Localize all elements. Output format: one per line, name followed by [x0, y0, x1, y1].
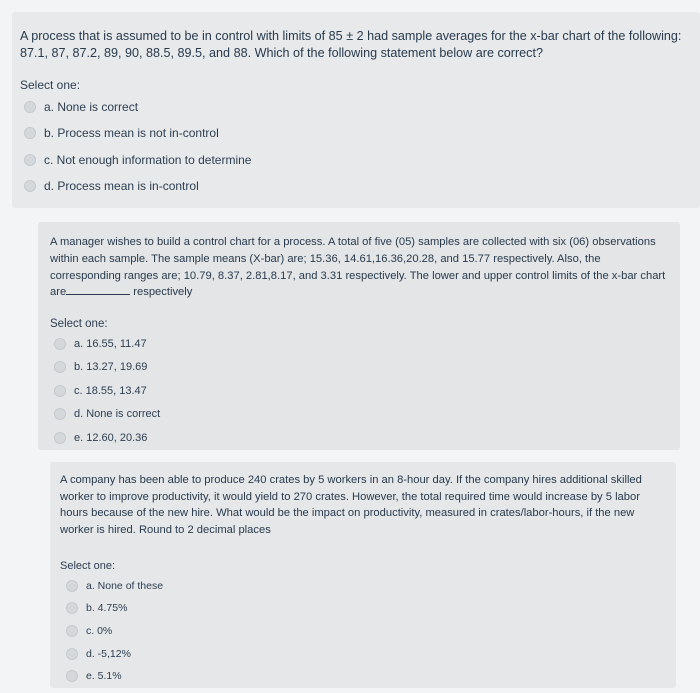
option-e[interactable]	[66, 670, 122, 682]
radio-button[interactable]	[66, 670, 78, 682]
radio-button[interactable]	[24, 180, 36, 192]
radio-button[interactable]	[54, 385, 66, 397]
radio-button[interactable]	[54, 338, 66, 350]
question-text-part: A manager wishes to build a control chart for a process. A total of five (05) samples are collected with six (06) observations within each sample. The sample means (X-bar) are; 15.36, 14.61,16.36,20.28, and 15.77 respectively. Also, the corresponding ranges are; 10.79, 8.37, 2.81,8.17, and 3.31 respectively. The lower and upper control limits of the x-bar chart are	[50, 236, 666, 299]
option-e[interactable]	[54, 432, 147, 444]
option-label: a. 16.55, 11.47	[74, 338, 147, 350]
question-card-3	[50, 462, 676, 688]
radio-button[interactable]	[24, 101, 36, 113]
radio-button[interactable]	[54, 361, 66, 373]
select-one-label: Select one:	[20, 78, 81, 92]
option-label: e. 5.1%	[86, 670, 122, 682]
option-label: c. Not enough information to determine	[44, 153, 252, 167]
option-label: a. None of these	[86, 580, 164, 592]
question-text-part: respectively	[133, 286, 193, 299]
option-label: b. Process mean is not in-control	[44, 126, 219, 140]
answer-blank	[66, 284, 130, 295]
question-text	[50, 234, 666, 301]
select-one-label: Select one:	[50, 318, 108, 330]
option-d[interactable]	[24, 179, 199, 193]
option-c[interactable]	[24, 153, 251, 167]
option-label: d. -5,12%	[86, 648, 131, 660]
option-a[interactable]	[24, 100, 138, 114]
question-text: A process that is assumed to be in control with limits of 85 ± 2 had sample averages for the x-bar chart of the following: 87.1, 87, 87.2, 89, 90, 88.5, 89.5, and 88. Which of the following statement below are correct?	[20, 29, 682, 60]
radio-button[interactable]	[66, 580, 78, 592]
option-d[interactable]	[54, 408, 160, 420]
option-label: c. 0%	[86, 625, 113, 637]
question-text: A company has been able to produce 240 crates by 5 workers in an 8-hour day. If the company hires additional skilled worker to improve productivity, it would yield to 270 crates. However, the total required time would increase by 5 labor hours because of the new hire. What would be the impact on productivity, measured in crates/labor-hours, if the new worker is hired. Round to 2 decimal places	[60, 474, 642, 536]
option-c[interactable]	[54, 385, 147, 397]
option-a[interactable]	[66, 580, 163, 592]
option-b[interactable]	[66, 602, 127, 614]
question-card-1	[12, 12, 700, 208]
radio-button[interactable]	[54, 408, 66, 420]
radio-button[interactable]	[66, 602, 78, 614]
option-d[interactable]	[66, 648, 131, 660]
option-a[interactable]	[54, 338, 147, 350]
select-one-label: Select one:	[60, 560, 116, 572]
option-label: d. Process mean is in-control	[44, 179, 199, 193]
option-label: a. None is correct	[44, 100, 139, 114]
radio-button[interactable]	[24, 127, 36, 139]
option-label: c. 18.55, 13.47	[74, 385, 147, 397]
option-label: e. 12.60, 20.36	[74, 432, 148, 444]
question-card-2	[38, 222, 680, 450]
option-label: d. None is correct	[74, 408, 161, 420]
option-label: b. 13.27, 19.69	[74, 361, 148, 373]
radio-button[interactable]	[66, 625, 78, 637]
option-b[interactable]	[54, 361, 147, 373]
option-label: b. 4.75%	[86, 602, 128, 614]
radio-button[interactable]	[54, 432, 66, 444]
radio-button[interactable]	[24, 154, 36, 166]
option-c[interactable]	[66, 625, 112, 637]
radio-button[interactable]	[66, 648, 78, 660]
option-b[interactable]	[24, 126, 219, 140]
